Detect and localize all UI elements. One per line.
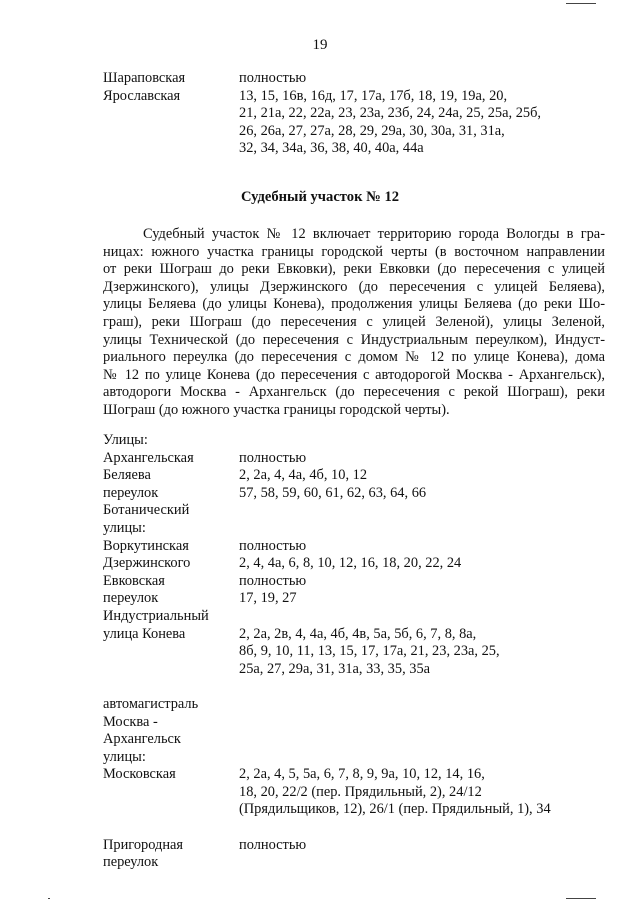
house-numbers-line: полностью: [239, 572, 307, 589]
house-numbers: [239, 714, 603, 732]
house-numbers: [239, 520, 603, 538]
street-row: [103, 555, 603, 573]
house-numbers: [239, 590, 603, 608]
street-list-top: [103, 70, 603, 158]
street-name: Шараповская: [103, 70, 186, 86]
street-name: Архангельск: [103, 731, 181, 748]
street-row: [103, 696, 603, 714]
description-line: Дзержинского), улицы Дзержинского (до пересечения с улицей Беляева),: [103, 278, 605, 295]
street-row: [103, 731, 603, 749]
street-name: улицы:: [103, 519, 146, 536]
street-name: Беляева: [103, 467, 151, 484]
street-name: Воркутинская: [103, 537, 189, 554]
street-row: [103, 854, 603, 872]
house-numbers: [239, 70, 603, 88]
district-description: [103, 226, 605, 420]
house-numbers: [239, 538, 603, 556]
street-row: [103, 70, 603, 88]
house-numbers-line: 21, 21а, 22, 22а, 23, 23а, 23б, 24, 24а, 25, 25а, 25б,: [239, 105, 542, 122]
house-numbers: [239, 88, 603, 158]
street-row: [103, 678, 603, 696]
street-name: Ярославская: [103, 87, 181, 104]
street-row: [103, 714, 603, 732]
house-numbers: [239, 819, 603, 837]
house-numbers-line: 8б, 9, 10, 11, 13, 15, 17, 17а, 21, 23, 23а, 25,: [239, 643, 500, 660]
street-row: [103, 538, 603, 556]
street-name: переулок: [103, 854, 159, 871]
house-numbers-line: полностью: [239, 836, 307, 853]
house-numbers: [239, 766, 603, 819]
description-line: риального переулка (до пересечения с домом № 12 по улице Конева), дома: [103, 349, 605, 366]
house-numbers-line: 25а, 27, 29а, 31, 31а, 33, 35, 35а: [239, 660, 431, 677]
description-line: Шограш (до южного участка границы городской черты).: [103, 401, 450, 418]
street-row: [103, 626, 603, 679]
street-row: [103, 485, 603, 503]
house-numbers-line: 13, 15, 16в, 16д, 17, 17а, 17б, 18, 19, 19а, 20,: [239, 87, 508, 104]
street-name: Ботанический: [103, 502, 190, 519]
house-numbers: [239, 854, 603, 872]
house-numbers-line: полностью: [239, 449, 307, 466]
scan-mark-bottom-left: [48, 898, 50, 899]
street-name: [103, 819, 239, 837]
street-row: [103, 432, 603, 450]
street-name: Индустриальный: [103, 607, 209, 624]
street-row: [103, 766, 603, 819]
street-name: автомагистраль: [103, 695, 199, 712]
house-numbers: [239, 749, 603, 767]
street-row: [103, 88, 603, 158]
street-name: Дзержинского: [103, 555, 191, 572]
house-numbers-line: 2, 2а, 2в, 4, 4а, 4б, 4в, 5а, 5б, 6, 7, 8, 8а,: [239, 625, 477, 642]
house-numbers-line: 57, 58, 59, 60, 61, 62, 63, 64, 66: [239, 484, 427, 501]
street-name: Москва -: [103, 713, 158, 730]
street-name: Евковская: [103, 572, 165, 589]
description-line: ницах: южного участка границы городской черты (в восточном направлении: [103, 243, 605, 260]
description-line: граш), реки Шограш (до пересечения с улицей Зеленой), улицы Зеленой,: [103, 313, 605, 330]
house-numbers: [239, 555, 603, 573]
house-numbers-line: 26, 26а, 27, 27а, 28, 29, 29а, 30, 30а, 31, 31а,: [239, 122, 505, 139]
street-row: [103, 520, 603, 538]
street-row: [103, 749, 603, 767]
street-name: [103, 678, 239, 696]
house-numbers-line: 17, 19, 27: [239, 590, 297, 607]
house-numbers: [239, 731, 603, 749]
street-row: [103, 450, 603, 468]
house-numbers-line: 2, 2а, 4, 4а, 4б, 10, 12: [239, 467, 368, 484]
street-row: [103, 590, 603, 608]
house-numbers: [239, 837, 603, 855]
street-name: Улицы:: [103, 432, 148, 448]
street-name: улица Конева: [103, 625, 186, 642]
street-row: [103, 837, 603, 855]
section-heading: Судебный участок № 12: [240, 189, 400, 205]
house-numbers: [239, 573, 603, 591]
house-numbers-line: 2, 2а, 4, 5, 5а, 6, 7, 8, 9, 9а, 10, 12, 14, 16,: [239, 766, 485, 783]
house-numbers-line: 32, 34, 34а, 36, 38, 40, 40а, 44а: [239, 140, 424, 157]
house-numbers: [239, 467, 603, 485]
scan-mark-bottom-right: [566, 898, 596, 899]
house-numbers: [239, 696, 603, 714]
house-numbers: [239, 626, 603, 679]
description-line: улицы Технической (до пересечения с Индустриальным переулком), Индуст-: [103, 331, 605, 348]
street-row: [103, 467, 603, 485]
street-name: переулок: [103, 484, 159, 501]
house-numbers: [239, 678, 603, 696]
description-line: № 12 по улице Конева (до пересечения с автодорогой Москва - Архангельск),: [103, 366, 605, 383]
house-numbers-line: (Прядильщиков, 12), 26/1 (пер. Прядильный, 1), 34: [239, 801, 551, 818]
description-line: от реки Шограш до реки Евковки), реки Евковки (до пересечения с улицей: [103, 261, 605, 278]
house-numbers: [239, 502, 603, 520]
page-number: 19: [312, 37, 328, 53]
house-numbers: [239, 450, 603, 468]
house-numbers-line: полностью: [239, 70, 307, 86]
description-line: автодороги Москва - Архангельск (до пересечения с рекой Шограш), реки: [103, 384, 605, 401]
description-line: Судебный участок № 12 включает территорию города Вологды в гра-: [143, 226, 605, 242]
street-list-bottom: [103, 432, 603, 872]
street-row: [103, 819, 603, 837]
street-row: [103, 608, 603, 626]
street-name: улицы:: [103, 748, 146, 765]
house-numbers-line: полностью: [239, 537, 307, 554]
street-name: переулок: [103, 590, 159, 607]
street-name: Архангельская: [103, 449, 194, 466]
house-numbers: [239, 608, 603, 626]
house-numbers-line: 2, 4, 4а, 6, 8, 10, 12, 16, 18, 20, 22, 24: [239, 555, 462, 572]
house-numbers: [239, 432, 603, 450]
scan-mark-top: [566, 3, 596, 4]
description-line: улицы Беляева (до улицы Конева), продолжения улицы Беляева (до реки Шо-: [103, 296, 605, 313]
street-row: [103, 502, 603, 520]
house-numbers: [239, 485, 603, 503]
street-name: Пригородная: [103, 836, 184, 853]
street-row: [103, 573, 603, 591]
house-numbers-line: 18, 20, 22/2 (пер. Прядильный, 2), 24/12: [239, 783, 482, 800]
street-name: Московская: [103, 766, 176, 783]
